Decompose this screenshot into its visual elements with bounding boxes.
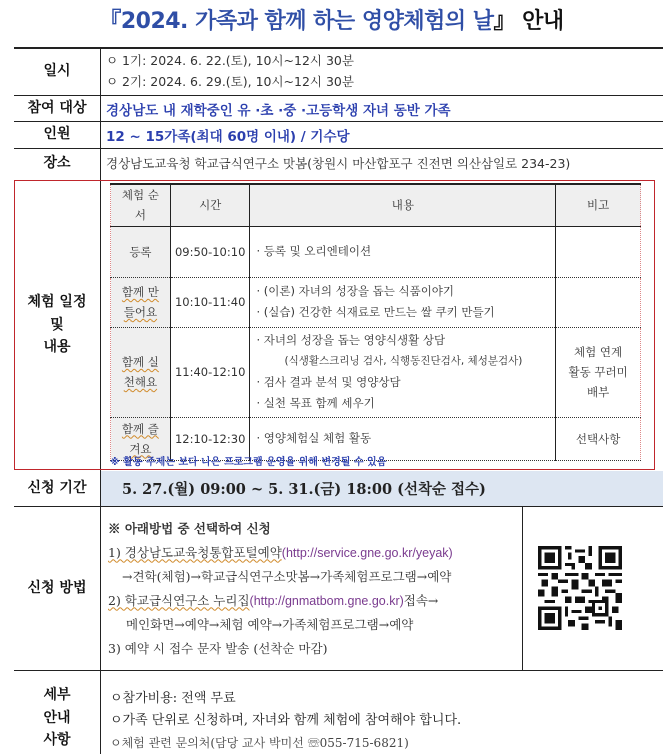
- method-step-3: 3) 예약 시 접수 문자 발송 (선착순 마감): [108, 640, 328, 656]
- title-main: 2024. 가족과 함께 하는 영양체험의 날: [120, 9, 494, 34]
- title-suffix: 안내: [515, 9, 564, 34]
- order-cell: 함께 즐겨요: [111, 417, 171, 460]
- details-label-line-1: 세부: [43, 687, 71, 704]
- label-capacity: 인원: [43, 126, 71, 143]
- time-cell: 11:40-12:10: [170, 327, 250, 417]
- schedule-footnote: ※ 활동 주제는 보다 나은 프로그램 운영을 위해 변경될 수 있음: [110, 457, 387, 468]
- time-cell: 09:50-10:10: [170, 226, 250, 277]
- divider: [14, 670, 663, 671]
- contents-cell: · 등록 및 오리엔테이션: [250, 226, 556, 277]
- method-step-1-path: →견학(체험)→학교급식연구소맛봄→가족체험프로그램→예약: [122, 569, 452, 584]
- order-cell: 함께 실천해요: [111, 327, 171, 417]
- order-cell: 함께 만들어요: [111, 277, 171, 327]
- time-cell: 10:10-11:40: [170, 277, 250, 327]
- divider: [14, 148, 663, 149]
- title-open-bracket: 『: [99, 9, 121, 34]
- header-note: 비고: [556, 184, 641, 226]
- divider: [14, 95, 663, 96]
- label-period: 신청 기간: [27, 480, 87, 497]
- method-step-1: 1) 경상남도교육청통합포털예약(http://service.gne.go.kr/yeyak): [108, 544, 453, 560]
- note-cell: [556, 226, 641, 277]
- label-method: 신청 방법: [27, 579, 87, 596]
- label-details: [14, 682, 100, 754]
- contents-cell: · 영양체험실 체험 활동: [250, 417, 556, 460]
- contents-cell: · 자녀의 성장을 돕는 영양식생활 상담 (식생활스크리닝 검사, 식행동진단검사, 체성분검사) · 검사 결과 분석 및 영양상담 · 실천 목표 함께 세우기: [250, 327, 556, 417]
- page-title: [0, 4, 663, 35]
- matbom-link[interactable]: (http://gnmatbom.gne.go.kr): [249, 593, 404, 608]
- divider: [14, 506, 663, 507]
- label-place: 장소: [43, 154, 71, 171]
- detail-fee: ㅇ참가비용: 전액 무료: [110, 691, 236, 706]
- date-line-2: ㅇ 2기: 2024. 6. 29.(토), 10시~12시 30분: [106, 74, 354, 89]
- detail-contact: ㅇ체험 관련 문의처(담당 교사 박미선 ☏055-715-6821): [110, 736, 409, 750]
- order-cell: 등록: [111, 226, 171, 277]
- schedule-label-line-2: 및: [50, 316, 64, 333]
- detail-family: ㅇ가족 단위로 신청하며, 자녀와 함께 체험에 참여해야 합니다.: [110, 713, 462, 728]
- table-top-border: [14, 47, 663, 49]
- schedule-label-line-1: 체험 일정: [27, 294, 87, 311]
- details-label-line-3: 사항: [43, 732, 71, 749]
- qr-column-divider: [522, 506, 523, 670]
- time-cell: 12:10-12:30: [170, 417, 250, 460]
- target-value: 경상남도 내 재학중인 유 ·초 ·중 ·고등학생 자녀 동반 가족: [106, 103, 451, 119]
- header-order: 체험 순서: [111, 184, 171, 226]
- table-row: [111, 277, 641, 327]
- details-content: [110, 688, 461, 754]
- place-value: 경상남도교육청 학교급식연구소 맛봄(창원시 마산합포구 진전면 의산삼일로 234-23): [106, 156, 571, 171]
- method-heading: ※ 아래방법 중 선택하여 신청: [108, 521, 271, 536]
- note-cell: 선택사항: [556, 417, 641, 460]
- label-schedule: [14, 180, 100, 470]
- header-time: 시간: [170, 184, 250, 226]
- schedule-header-row: [111, 184, 641, 226]
- table-row: [111, 226, 641, 277]
- capacity-value: 12 ~ 15가족(최대 60명 이내) / 기수당: [106, 129, 350, 145]
- qr-code-icon[interactable]: [538, 544, 622, 632]
- table-row: [111, 327, 641, 417]
- date-line-1: ㅇ 1기: 2024. 6. 22.(토), 10시~12시 30분: [106, 53, 354, 68]
- date-content: [106, 50, 354, 92]
- label-target: 참여 대상: [27, 99, 87, 116]
- period-value: 5. 27.(월) 09:00 ~ 5. 31.(금) 18:00 (선착순 접수): [122, 481, 486, 498]
- method-step-2-path: 메인화면→예약→체험 예약→가족체험프로그램→예약: [126, 617, 414, 632]
- portal-link[interactable]: (http://service.gne.go.kr/yeyak): [281, 545, 453, 560]
- details-label-line-2: 안내: [43, 709, 71, 726]
- schedule-table: [110, 183, 641, 461]
- header-contents: 내용: [250, 184, 556, 226]
- title-close-bracket: 』: [493, 9, 516, 34]
- note-cell: 체험 연계 활동 꾸러미 배부: [556, 327, 641, 417]
- label-date: 일시: [43, 62, 71, 79]
- method-content: [108, 517, 453, 660]
- divider: [14, 121, 663, 122]
- contents-cell: · (이론) 자녀의 성장을 돕는 식품이야기 · (실습) 건강한 식재료로 만드는 쌀 쿠키 만들기: [250, 277, 556, 327]
- schedule-label-line-3: 내용: [43, 339, 71, 356]
- method-step-2: 2) 학교급식연구소 누리집(http://gnmatbom.gne.go.kr)접속→: [108, 592, 439, 608]
- note-cell: [556, 277, 641, 327]
